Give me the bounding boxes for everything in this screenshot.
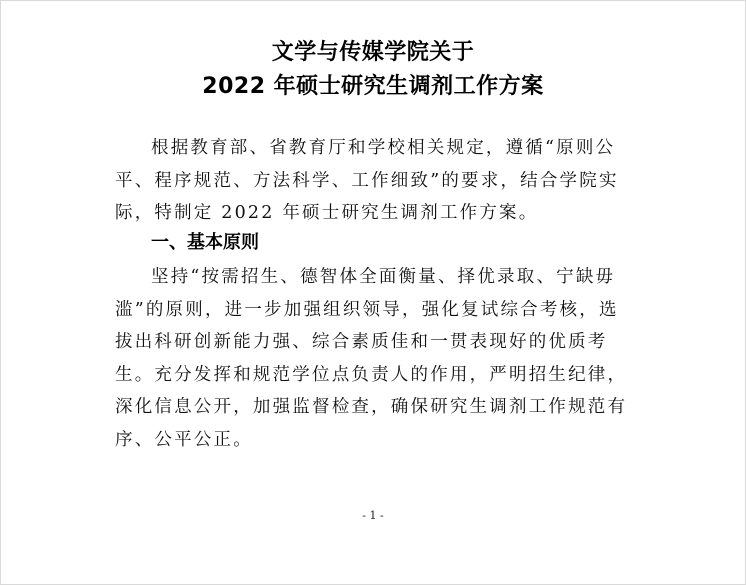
section-heading-basic-principles: 一、基本原则 <box>151 232 259 253</box>
paragraph-line: 序、公平公正。 <box>115 429 253 450</box>
paragraph-line: 坚持“按需招生、德智体全面衡量、择优录取、宁缺毋 <box>151 267 616 287</box>
paragraph-basic-principles <box>115 261 635 456</box>
document-title-line-1: 文学与传媒学院关于 <box>271 40 475 65</box>
paragraph-line: 拔出科研创新能力强、综合素质佳和一贯表现好的优质考 <box>115 332 608 352</box>
paragraph-intro <box>115 132 635 230</box>
paragraph-line: 平、程序规范、方法科学、工作细致”的要求，结合学院实 <box>115 170 619 191</box>
page-number: - 1 - <box>362 509 384 522</box>
paragraph-line: 深化信息公开，加强监督检查，确保研究生调剂工作规范有 <box>115 397 628 417</box>
paragraph-line: 滥”的原则，进一步加强组织领导，强化复试综合考核，选 <box>115 299 619 320</box>
document-title-line-2: 2022 年硕士研究生调剂工作方案 <box>202 74 544 99</box>
paragraph-line: 根据教育部、省教育厅和学校相关规定，遵循“原则公 <box>151 138 616 158</box>
paragraph-line: 生。充分发挥和规范学位点负责人的作用，严明招生纪律， <box>115 364 628 385</box>
paragraph-line: 际，特制定 2022 年硕士研究生调剂工作方案。 <box>115 203 539 223</box>
